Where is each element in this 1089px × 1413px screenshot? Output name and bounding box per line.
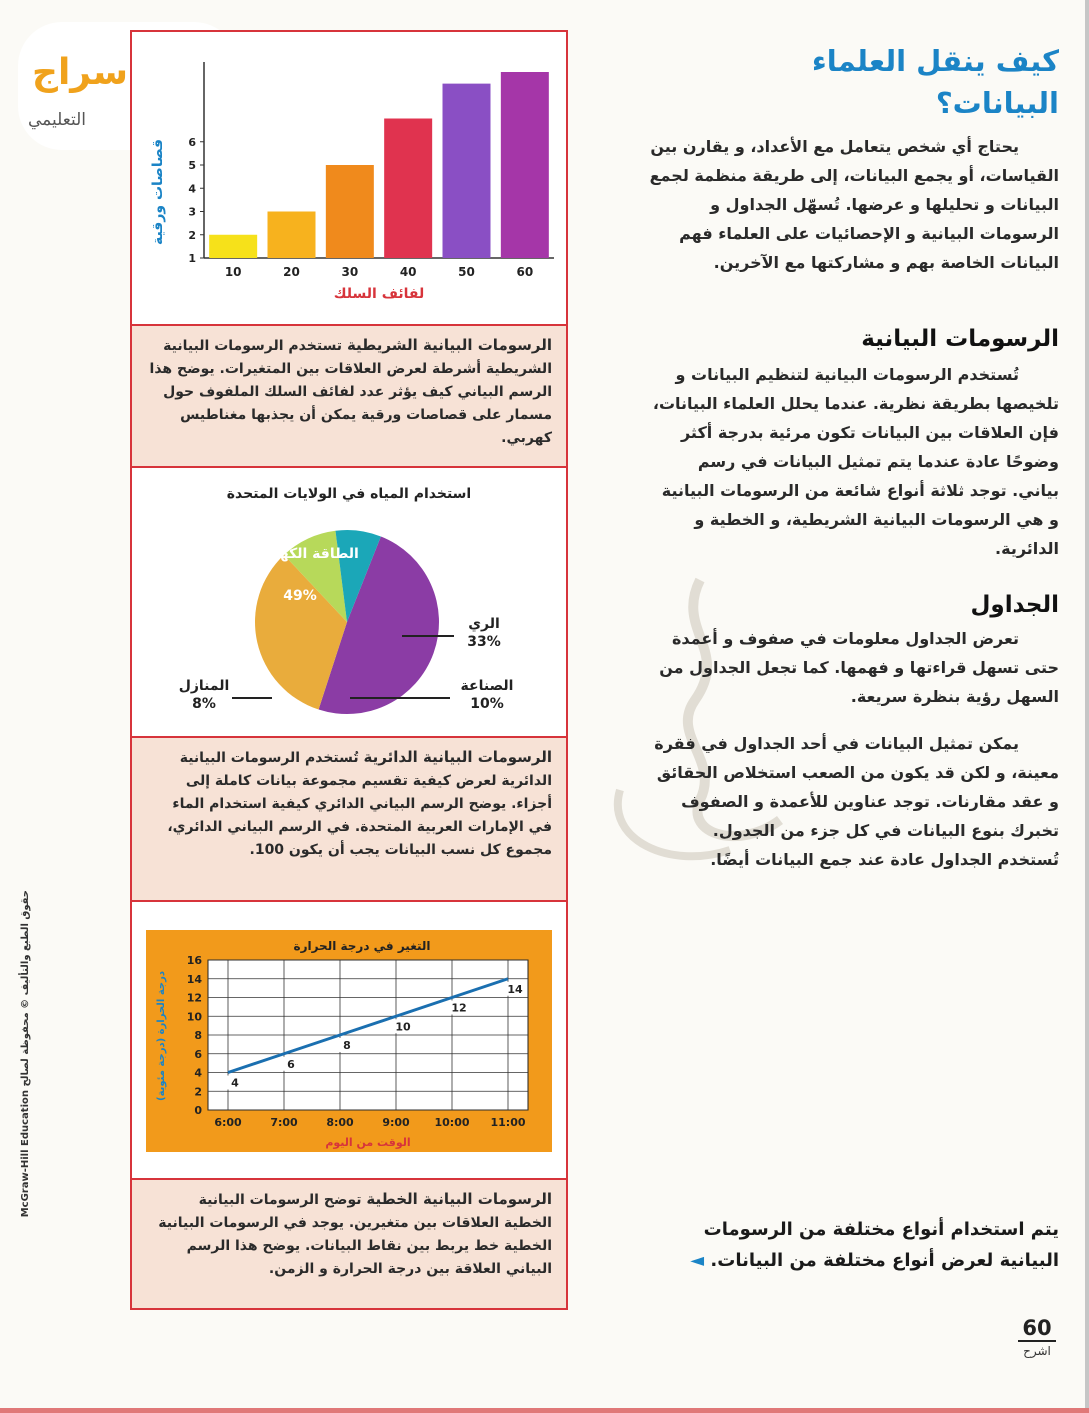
line-caption-title: الرسومات البيانية الخطية [366, 1190, 552, 1208]
line-y-tick-label: 0 [194, 1104, 202, 1117]
bar-y-tick-label: 2 [188, 228, 196, 242]
page-number: 60 [1018, 1316, 1055, 1342]
bar [501, 72, 549, 258]
figures-column [130, 30, 568, 1310]
pie-caption [132, 738, 566, 900]
line-point-label: 12 [451, 1001, 467, 1015]
pie-slice-pct: 10% [470, 696, 504, 712]
tables-paragraph-2: يمكن تمثيل البيانات في أحد الجداول في فقرة معينة، و لكن قد يكون من الصعب استخلاص الحقائق و عقد مقارنات. توجد عناوين للأعمدة و الصفوف تخبرك بنوع البيانات في كل جزء من الجدول. تُستخدم الجداول عادة عند جمع البيانات أيضًا. [654, 734, 1059, 869]
pie-slice-label: الصناعة [460, 678, 514, 694]
pie-slice-pct: 33% [467, 634, 501, 650]
copyright-spine: حقوق الطبع والتأليف © محفوظة لصالح McGraw-Hill Education [20, 890, 31, 1218]
bar-caption-text: تستخدم الرسومات البيانية الشريطية أشرطة لعرض العلاقات بين المتغيرات. يوضح هذا الرسم البياني كيف يؤثر عدد لفائف السلك الملفوف حول مسمار على قصاصات ورقية يمكن أن يجذبها مغناطيس كهربي. [149, 338, 552, 446]
logo-name: سراج [32, 52, 129, 93]
page-edge-right [1085, 0, 1089, 1413]
line-y-axis-label: درجة الحرارة (درجة مئوية) [156, 971, 167, 1101]
line-point-label: 10 [395, 1020, 411, 1034]
bar-y-axis-label: قصاصات ورقية [150, 138, 166, 246]
bar-x-tick-label: 20 [283, 265, 300, 279]
line-chart-panel [132, 902, 566, 1178]
line-y-tick-label: 14 [186, 972, 202, 986]
line-x-tick-label: 6:00 [214, 1116, 242, 1129]
pie-chart [132, 468, 566, 736]
tables-paragraph-1: تعرض الجداول معلومات في صفوف و أعمدة حتى تسهل قراءتها و فهمها. كما تجعل الجداول من السهل رؤية بنظرة سريعة. [659, 629, 1059, 706]
pie-caption-text: تُستخدم الرسومات البيانية الدائرية لعرض كيفية تقسيم مجموعة بيانات كاملة إلى أجزاء. يوضح الرسم البياني الدائري كيفية استخدام الماء في الإمارات العربية المتحدة. في الرسم البياني الدائري، مجموع كل نسب البيانات يجب أن يكون 100. [167, 750, 552, 858]
line-y-tick-label: 12 [186, 991, 202, 1005]
bar-chart-panel [132, 32, 566, 324]
line-x-tick-label: 10:00 [434, 1116, 470, 1129]
bar-x-tick-label: 60 [516, 265, 534, 279]
pie-slice-label: الري [468, 616, 500, 632]
bar-caption-title: الرسومات البيانية الشريطية [346, 336, 552, 354]
logo-subtitle: التعليمي [28, 110, 86, 130]
bar-x-axis-label: لفائف السلك [333, 286, 425, 302]
intro-paragraph: يحتاج أي شخص يتعامل مع الأعداد، و يقارن بين القياسات، أو يجمع البيانات، إلى طريقة منظمة لجمع البيانات و تحليلها و عرضها. تُسهّل الجداول و الرسومات البيانية و الإحصائيات على العلماء فهم البيانات الخاصة بهم و مشاركتها مع الآخرين. [649, 137, 1059, 272]
bottom-note [649, 1214, 1059, 1276]
graphs-paragraph: تُستخدم الرسومات البيانية لتنظيم البيانات و تلخيصها بطريقة نظرية. عندما يحلل العلماء البيانات، فإن العلاقات بين البيانات تكون مرئية بدرجة أكثر وضوحًا عادة عندما يتم تمثيل البيانات في رسم بياني. توجد ثلاثة أنواع شائعة من الرسومات البيانية و هي الرسومات البيانية الشريطية، و الخطية و الدائرية. [652, 365, 1059, 558]
line-title: التغير في درجة الحرارة [293, 939, 431, 953]
bar-y-tick-label: 4 [188, 182, 196, 196]
bar-x-tick-label: 50 [458, 265, 475, 279]
pie-slice-label: المنازل [178, 678, 230, 694]
tables-heading: الجداول [970, 592, 1059, 618]
line-y-tick-label: 2 [194, 1085, 202, 1099]
bar-y-tick-label: 1 [188, 252, 196, 265]
line-x-tick-label: 8:00 [326, 1116, 354, 1129]
line-y-tick-label: 10 [186, 1010, 202, 1024]
line-point-label: 8 [343, 1039, 351, 1052]
bar [326, 165, 374, 258]
pie-caption-title: الرسومات البيانية الدائرية [363, 748, 552, 766]
line-caption-text: توضح الرسومات البيانية الخطية العلاقات بين متغيرين. يوجد في الرسومات البيانية الخطية خط يربط بين نقاط البيانات. يوضح هذا الرسم البياني العلاقة بين درجة الحرارة و الزمن. [158, 1192, 552, 1277]
line-point-label: 6 [287, 1057, 295, 1071]
intro-block [649, 132, 1059, 277]
tables-section [649, 592, 1059, 874]
pie-slice-pct: 49% [283, 588, 317, 604]
bar-x-tick-label: 10 [224, 265, 242, 279]
bar-y-tick-label: 5 [188, 159, 196, 172]
bottom-note-text: يتم استخدام أنواع مختلفة من الرسومات البيانية لعرض أنواع مختلفة من البيانات. [703, 1219, 1059, 1271]
bar-y-tick-label: 3 [188, 205, 196, 219]
pie-slice-label: الطاقة الكهربائية [241, 546, 359, 562]
line-point-label: 4 [231, 1076, 239, 1090]
graphs-heading: الرسومات البيانية [861, 326, 1059, 352]
bar-x-tick-label: 40 [399, 265, 417, 279]
line-chart [132, 902, 566, 1178]
line-y-tick-label: 4 [194, 1066, 202, 1080]
page-edge-bottom [0, 1408, 1089, 1413]
pie-slice-pct: 8% [192, 696, 216, 712]
line-x-tick-label: 9:00 [382, 1116, 410, 1129]
pie-chart-panel [132, 468, 566, 736]
bar-chart [132, 32, 566, 324]
bar-caption [132, 326, 566, 466]
bar [268, 212, 316, 259]
line-y-tick-label: 8 [194, 1029, 202, 1042]
line-caption [132, 1180, 566, 1308]
line-y-tick-label: 6 [194, 1047, 202, 1061]
bar-y-tick-label: 6 [188, 135, 196, 149]
bar [209, 235, 257, 258]
bar [384, 119, 432, 259]
page-title: كيف ينقل العلماء البيانات؟ [811, 44, 1059, 120]
line-x-tick-label: 11:00 [490, 1116, 526, 1129]
bar-x-tick-label: 30 [341, 265, 359, 279]
line-point-label: 14 [507, 982, 523, 996]
page-number-block [1012, 1316, 1062, 1358]
graphs-section [649, 326, 1059, 563]
line-y-tick-label: 16 [186, 954, 202, 967]
line-x-tick-label: 7:00 [270, 1116, 298, 1129]
line-x-axis-label: الوقت من اليوم [325, 1136, 411, 1149]
bar [443, 84, 491, 258]
page-label: اشرح [1023, 1344, 1051, 1358]
pie-title: استخدام المياه في الولايات المتحدة [226, 486, 472, 502]
play-arrow-icon: ◄ [690, 1250, 705, 1271]
